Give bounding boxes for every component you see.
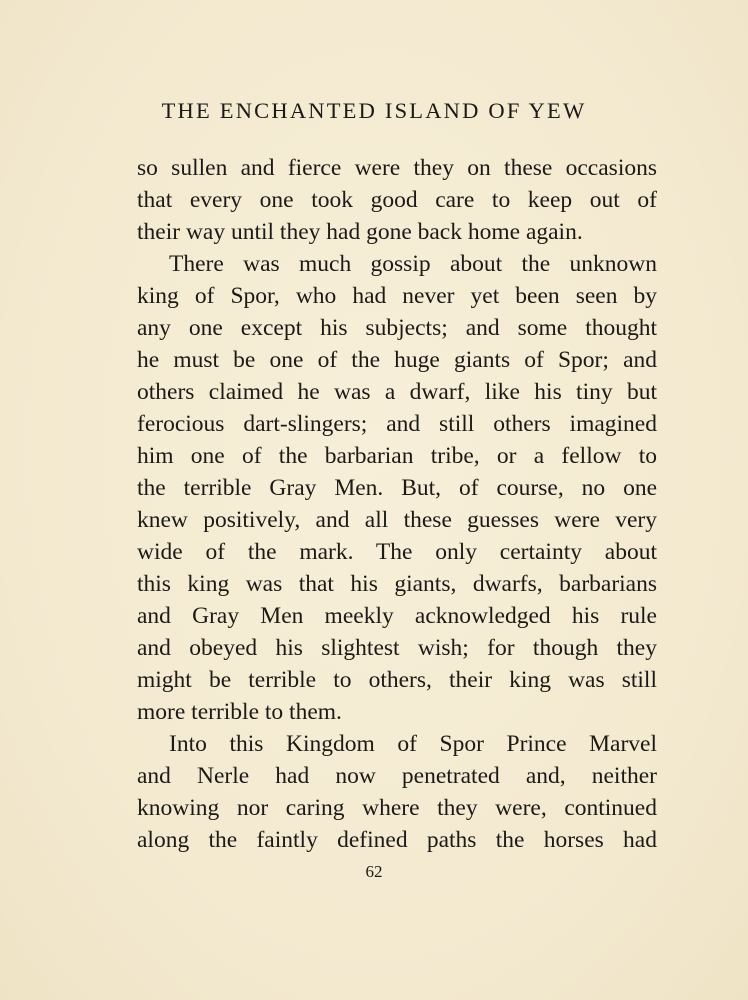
text-line: Into this Kingdom of Spor Prince Marvel <box>169 731 657 757</box>
text-line: along the faintly defined paths the horses had <box>137 827 657 853</box>
text-line: knew positively, and all these guesses were very <box>137 507 657 533</box>
text-line: might be terrible to others, their king was still <box>137 667 657 693</box>
text-line: king of Spor, who had never yet been seen by <box>137 283 657 309</box>
text-line: knowing nor caring where they were, continued <box>137 795 657 821</box>
text-line: ferocious dart-slingers; and still others imagined <box>137 411 657 437</box>
body-text <box>137 152 657 856</box>
running-head: THE ENCHANTED ISLAND OF YEW <box>161 98 587 123</box>
text-line: that every one took good care to keep out of <box>137 187 657 213</box>
text-line: so sullen and fierce were they on these occasions <box>137 155 657 181</box>
text-line: others claimed he was a dwarf, like his tiny but <box>137 379 657 405</box>
text-line: he must be one of the huge giants of Spor; and <box>137 347 657 373</box>
text-line: There was much gossip about the unknown <box>169 251 657 277</box>
text-line: and Gray Men meekly acknowledged his rule <box>137 603 657 629</box>
text-line: more terrible to them. <box>137 699 342 725</box>
text-line: this king was that his giants, dwarfs, barbarians <box>137 571 657 597</box>
text-line: and obeyed his slightest wish; for though they <box>137 635 657 661</box>
text-line: and Nerle had now penetrated and, neither <box>137 763 657 789</box>
text-line: any one except his subjects; and some thought <box>137 315 657 341</box>
text-line: their way until they had gone back home again. <box>137 219 583 245</box>
page-number: 62 <box>365 862 383 881</box>
text-line: wide of the mark. The only certainty about <box>137 539 657 565</box>
text-line: him one of the barbarian tribe, or a fellow to <box>137 443 657 469</box>
text-line: the terrible Gray Men. But, of course, no one <box>137 475 657 501</box>
